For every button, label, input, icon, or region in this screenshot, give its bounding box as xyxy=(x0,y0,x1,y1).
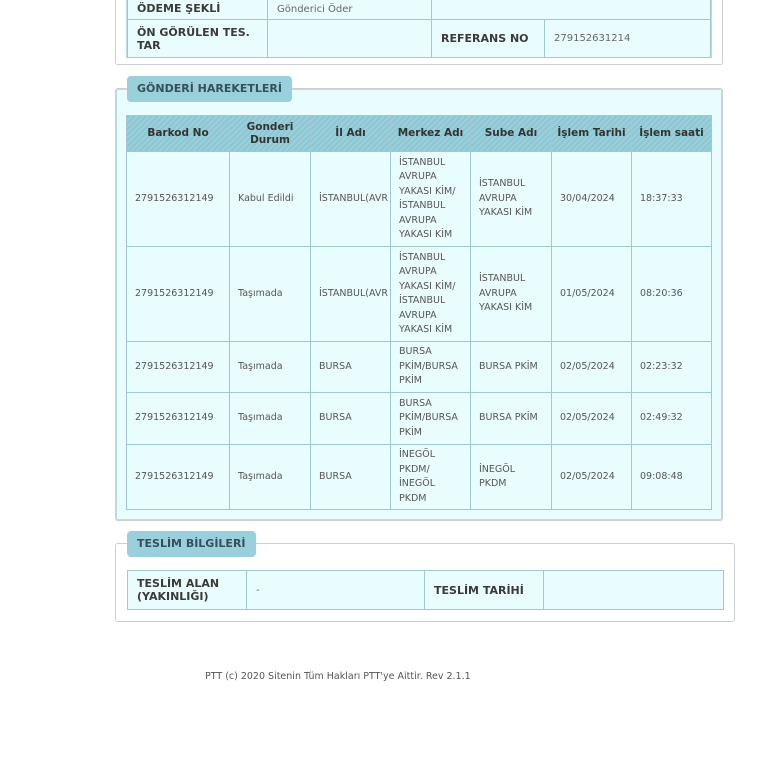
branch-cell: İSTANBUL AVRUPA YAKASI KİM xyxy=(471,247,552,342)
branch-cell: BURSA PKİM xyxy=(471,393,552,445)
expected-delivery-value xyxy=(268,20,432,58)
movements-table xyxy=(126,115,712,510)
center-cell: İSTANBUL AVRUPA YAKASI KİM/ İSTANBUL AVRUPA YAKASI KİM xyxy=(391,152,471,247)
status-cell: Taşımada xyxy=(230,342,311,393)
payment-type-label: ÖDEME ŞEKLİ xyxy=(128,0,268,20)
table-row xyxy=(127,445,712,510)
center-cell: BURSA PKİM/BURSA PKİM xyxy=(391,393,471,445)
status-cell: Kabul Edildi xyxy=(230,152,311,247)
date-cell: 02/05/2024 xyxy=(552,393,632,445)
delivery-title: TESLİM BİLGİLERİ xyxy=(127,531,256,557)
receiver-value: - xyxy=(247,571,425,610)
city-cell: BURSA xyxy=(311,445,391,510)
time-cell: 18:37:33 xyxy=(632,152,712,247)
info-empty-label xyxy=(432,0,545,20)
barcode-cell: 2791526312149 xyxy=(127,247,230,342)
city-cell: İSTANBUL(AVR xyxy=(311,152,391,247)
date-cell: 02/05/2024 xyxy=(552,445,632,510)
expected-delivery-label: ÖN GÖRÜLEN TES. TAR xyxy=(128,20,268,58)
header-branch: Sube Adı xyxy=(471,116,552,152)
delivery-row xyxy=(128,571,724,610)
city-cell: BURSA xyxy=(311,393,391,445)
movements-header-row xyxy=(127,116,712,152)
shipment-info-table xyxy=(127,0,711,58)
receiver-label: TESLİM ALAN (YAKINLIĞI) xyxy=(128,571,247,610)
city-cell: BURSA xyxy=(311,342,391,393)
reference-no-label: REFERANS NO xyxy=(432,20,545,58)
status-cell: Taşımada xyxy=(230,393,311,445)
barcode-cell: 2791526312149 xyxy=(127,152,230,247)
payment-type-value: Gönderici Öder xyxy=(268,0,432,20)
barcode-cell: 2791526312149 xyxy=(127,393,230,445)
branch-cell: İSTANBUL AVRUPA YAKASI KİM xyxy=(471,152,552,247)
delivery-date-value xyxy=(544,571,724,610)
info-row-payment xyxy=(128,0,711,20)
status-cell: Taşımada xyxy=(230,247,311,342)
date-cell: 01/05/2024 xyxy=(552,247,632,342)
reference-no-value: 279152631214 xyxy=(545,20,711,58)
footer-copyright: PTT (c) 2020 Sitenin Tüm Hakları PTT'ye Aittir. Rev 2.1.1 xyxy=(205,671,471,682)
branch-cell: İNEGÖL PKDM xyxy=(471,445,552,510)
table-row xyxy=(127,152,712,247)
table-row xyxy=(127,393,712,445)
delivery-date-label: TESLİM TARİHİ xyxy=(425,571,544,610)
movements-title: GÖNDERİ HAREKETLERİ xyxy=(127,76,292,102)
date-cell: 30/04/2024 xyxy=(552,152,632,247)
info-row-reference xyxy=(128,20,711,58)
header-city: İl Adı xyxy=(311,116,391,152)
center-cell: İSTANBUL AVRUPA YAKASI KİM/ İSTANBUL AVRUPA YAKASI KİM xyxy=(391,247,471,342)
table-row xyxy=(127,342,712,393)
time-cell: 02:23:32 xyxy=(632,342,712,393)
branch-cell: BURSA PKİM xyxy=(471,342,552,393)
delivery-table xyxy=(127,570,724,610)
time-cell: 02:49:32 xyxy=(632,393,712,445)
status-cell: Taşımada xyxy=(230,445,311,510)
center-cell: BURSA PKİM/BURSA PKİM xyxy=(391,342,471,393)
info-empty-value xyxy=(545,0,711,20)
barcode-cell: 2791526312149 xyxy=(127,342,230,393)
time-cell: 08:20:36 xyxy=(632,247,712,342)
header-barcode: Barkod No xyxy=(127,116,230,152)
header-status: Gonderi Durum xyxy=(230,116,311,152)
time-cell: 09:08:48 xyxy=(632,445,712,510)
date-cell: 02/05/2024 xyxy=(552,342,632,393)
table-row xyxy=(127,247,712,342)
header-date: İşlem Tarihi xyxy=(552,116,632,152)
header-time: İşlem saati xyxy=(632,116,712,152)
header-center: Merkez Adı xyxy=(391,116,471,152)
center-cell: İNEGÖL PKDM/ İNEGÖL PKDM xyxy=(391,445,471,510)
barcode-cell: 2791526312149 xyxy=(127,445,230,510)
city-cell: İSTANBUL(AVR xyxy=(311,247,391,342)
